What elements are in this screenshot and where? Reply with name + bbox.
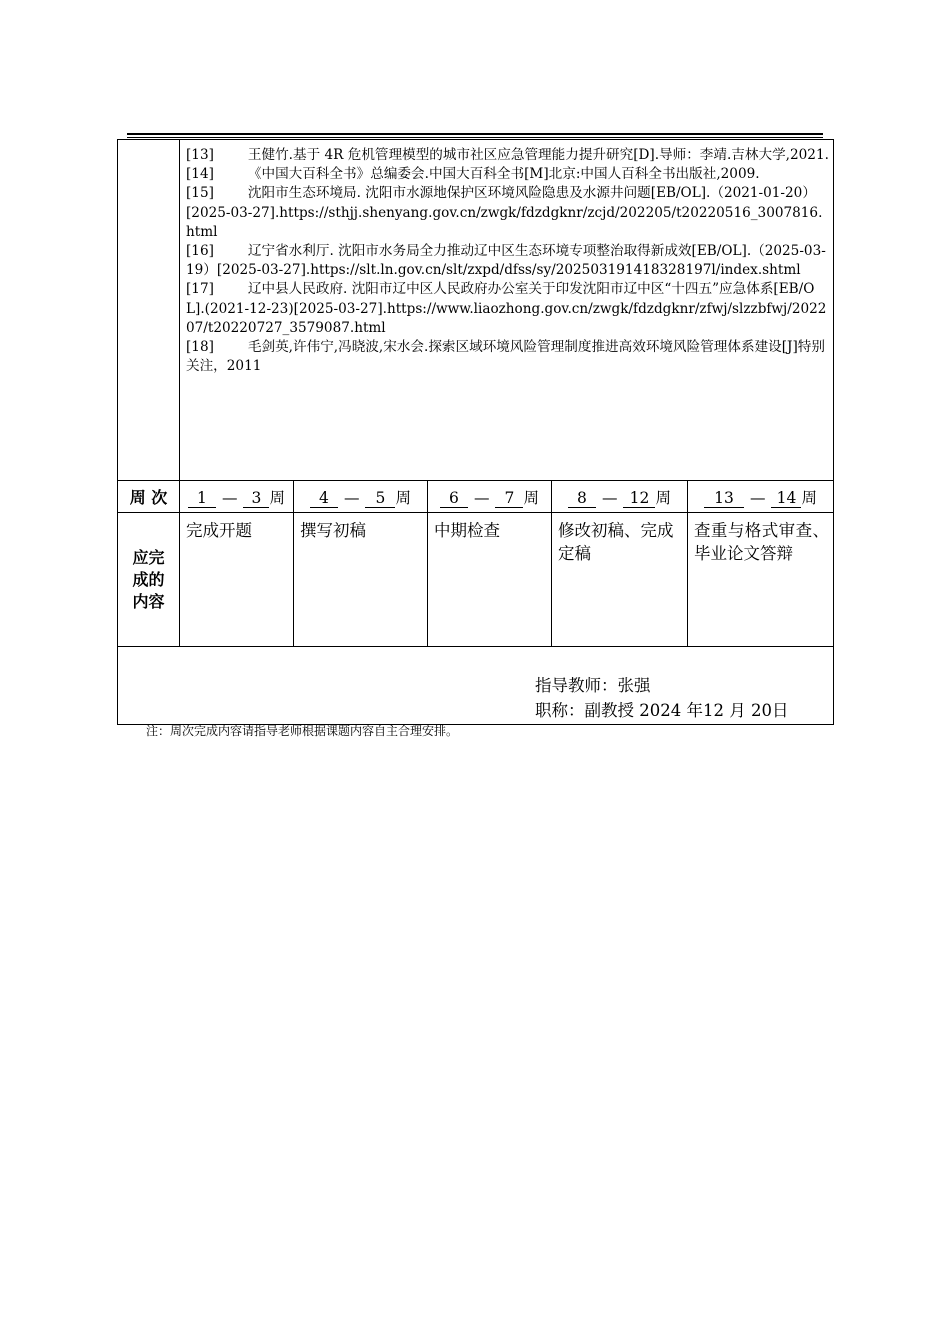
reference-item — [186, 184, 829, 242]
reference-item — [186, 338, 829, 376]
reference-item — [186, 165, 829, 184]
reference-text: 毛剑英,许伟宁,冯晓波,宋水会.探索区域环境风险管理制度推进高效环境风险管理体系建设[J]特别关注，2011 — [186, 339, 825, 375]
task-1: 完成开题 — [180, 513, 294, 647]
reference-number: [18] — [186, 339, 214, 356]
references-label-cell — [118, 140, 180, 481]
reference-list — [186, 146, 829, 376]
reference-item — [186, 242, 829, 280]
task-table — [117, 139, 834, 725]
task-5: 查重与格式审查、毕业论文答辩 — [688, 513, 834, 647]
reference-number: [16] — [186, 243, 214, 260]
reference-text: 辽宁省水利厅. 沈阳市水务局全力推动辽中区生态环境专项整治取得新成效[EB/OL].（2025-03-19）[2025-03-27].https://slt.ln.gov.cn/slt/zxpd/dfss/sy/202503191418328197l/index.shtml — [186, 243, 826, 279]
content-row — [118, 513, 834, 647]
task-4: 修改初稿、完成定稿 — [552, 513, 688, 647]
reference-text: 《中国大百科全书》总编委会.中国大百科全书[M]北京:中国人百科全书出版社,2009. — [247, 166, 760, 183]
week-row — [118, 481, 834, 513]
week-period-1: 1 — 3 周 — [180, 481, 294, 513]
signature-cell — [118, 647, 834, 725]
reference-item — [186, 146, 829, 165]
week-period-5: 13 — 14 周 — [688, 481, 834, 513]
header-rule — [127, 133, 823, 135]
reference-item — [186, 280, 829, 338]
reference-number: [14] — [186, 166, 214, 183]
signature-row — [118, 647, 834, 725]
reference-number: [13] — [186, 147, 214, 163]
week-label: 周 次 — [118, 481, 180, 513]
week-period-4: 8 — 12 周 — [552, 481, 688, 513]
reference-number: [15] — [186, 185, 214, 202]
content-label: 应完成的内容 — [118, 513, 180, 647]
week-period-3: 6 — 7 周 — [428, 481, 552, 513]
footnote: 注：周次完成内容请指导老师根据课题内容自主合理安排。 — [146, 724, 459, 738]
header-rule-thin — [127, 137, 823, 138]
reference-text: 辽中县人民政府. 沈阳市辽中区人民政府办公室关于印发沈阳市辽中区“十四五”应急体系[EB/OL].(2021-12-23)[2025-03-27].https://www.liaozhong.gov.cn/zwgk/fdzdgknr/zfwj/slzzbfwj/202207/t20220727_3579087.html — [186, 281, 827, 336]
reference-number: [17] — [186, 281, 214, 298]
advisor-name: 指导教师：张强 — [535, 676, 651, 695]
references-row — [118, 140, 834, 481]
reference-text: 王健竹.基于 4R 危机管理模型的城市社区应急管理能力提升研究[D].导师：李靖.吉林大学,2021. — [247, 147, 829, 163]
task-3: 中期检查 — [428, 513, 552, 647]
advisor-title-date: 职称：副教授 2024 年12 月 20日 — [535, 701, 789, 720]
reference-text: 沈阳市生态环境局. 沈阳市水源地保护区环境风险隐患及水源井问题[EB/OL].（2021-01-20）[2025-03-27].https://sthjj.shenyang.gov.cn/zwgk/fdzdgknr/zcjd/202205/t20220516_3007816.html — [186, 185, 823, 240]
references-cell — [180, 140, 834, 481]
week-period-2: 4 — 5 周 — [294, 481, 428, 513]
task-2: 撰写初稿 — [294, 513, 428, 647]
